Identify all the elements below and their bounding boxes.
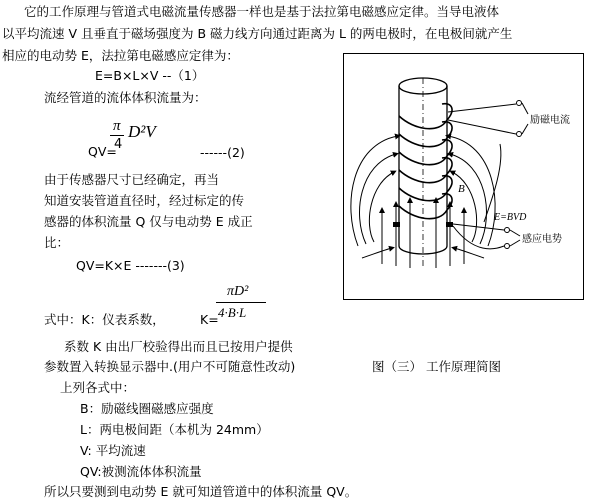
fraction-bar — [216, 302, 266, 303]
equation-3: QV=K×E -------(3) — [76, 258, 185, 273]
paragraph-line: 以平均流速 V 且垂直于磁场强度为 B 磁力线方向通过距离为 L 的两电极时，在电极间就产生 — [2, 26, 513, 41]
label-induced-emf: 感应电势 — [522, 234, 562, 245]
conclusion: 所以只要测到电动势 E 就可知道管道中的体积流量 QV。 — [44, 484, 358, 499]
flow-intro: 流经管道的流体体积流量为： — [44, 90, 207, 105]
equation-label: ------(2) — [200, 145, 245, 160]
equation-lhs: 式中：K：仪表系数， — [44, 312, 165, 327]
fraction-numerator: πD² — [227, 284, 249, 299]
equation-lhs: QV= — [88, 144, 117, 159]
variable-item: V: 平均流速 — [80, 443, 146, 458]
excitation-coil — [399, 104, 452, 219]
fraction-bar — [110, 135, 124, 136]
variables-intro: 上列各式中： — [60, 380, 136, 395]
figure-caption: 图（三） 工作原理简图 — [372, 359, 501, 374]
label-excitation-current: 励磁电流 — [530, 115, 570, 126]
paragraph-line: 系数 K 由出厂校验得出而且已按用户提供 — [64, 339, 293, 354]
variable-item: B：励磁线圈磁感应强度 — [80, 401, 214, 416]
variable-item: QV:被测流体体积流量 — [80, 464, 202, 479]
electromagnetic-flowmeter-diagram — [344, 54, 583, 299]
paragraph-line: 感器的体积流量 Q 仅与电动势 E 成正 — [44, 214, 253, 229]
variable-item: L：两电极间距（本机为 24mm） — [80, 422, 269, 437]
fraction-denominator: 4·B·L — [218, 305, 247, 320]
paragraph-line: 由于传感器尺寸已经确定，再当 — [44, 172, 220, 187]
paragraph-line: 知道安装管道直径时，经过标定的传 — [44, 193, 245, 208]
coil-leads — [448, 101, 528, 137]
paragraph-line: 参数置入转换显示器中.(用户不可随意性改动) — [44, 359, 296, 374]
paragraph-line: 比： — [44, 235, 70, 250]
paragraph-line: 相应的电动势 E，法拉第电磁感应定律为： — [2, 48, 239, 63]
label-b-field: B — [458, 183, 465, 195]
fraction-denominator: 4 — [114, 137, 123, 152]
label-emf-formula: E=BVD — [494, 212, 527, 223]
equation-k: K= — [200, 312, 219, 327]
equation-1: E=B×L×V --（1） — [95, 68, 205, 83]
fraction-numerator: π — [113, 118, 121, 134]
equation-term: D²V — [128, 122, 156, 141]
working-principle-figure — [343, 53, 584, 300]
paragraph-line: 它的工作原理与管道式电磁流量传感器一样也是基于法拉第电磁感应定律。当导电液体 — [24, 4, 500, 19]
